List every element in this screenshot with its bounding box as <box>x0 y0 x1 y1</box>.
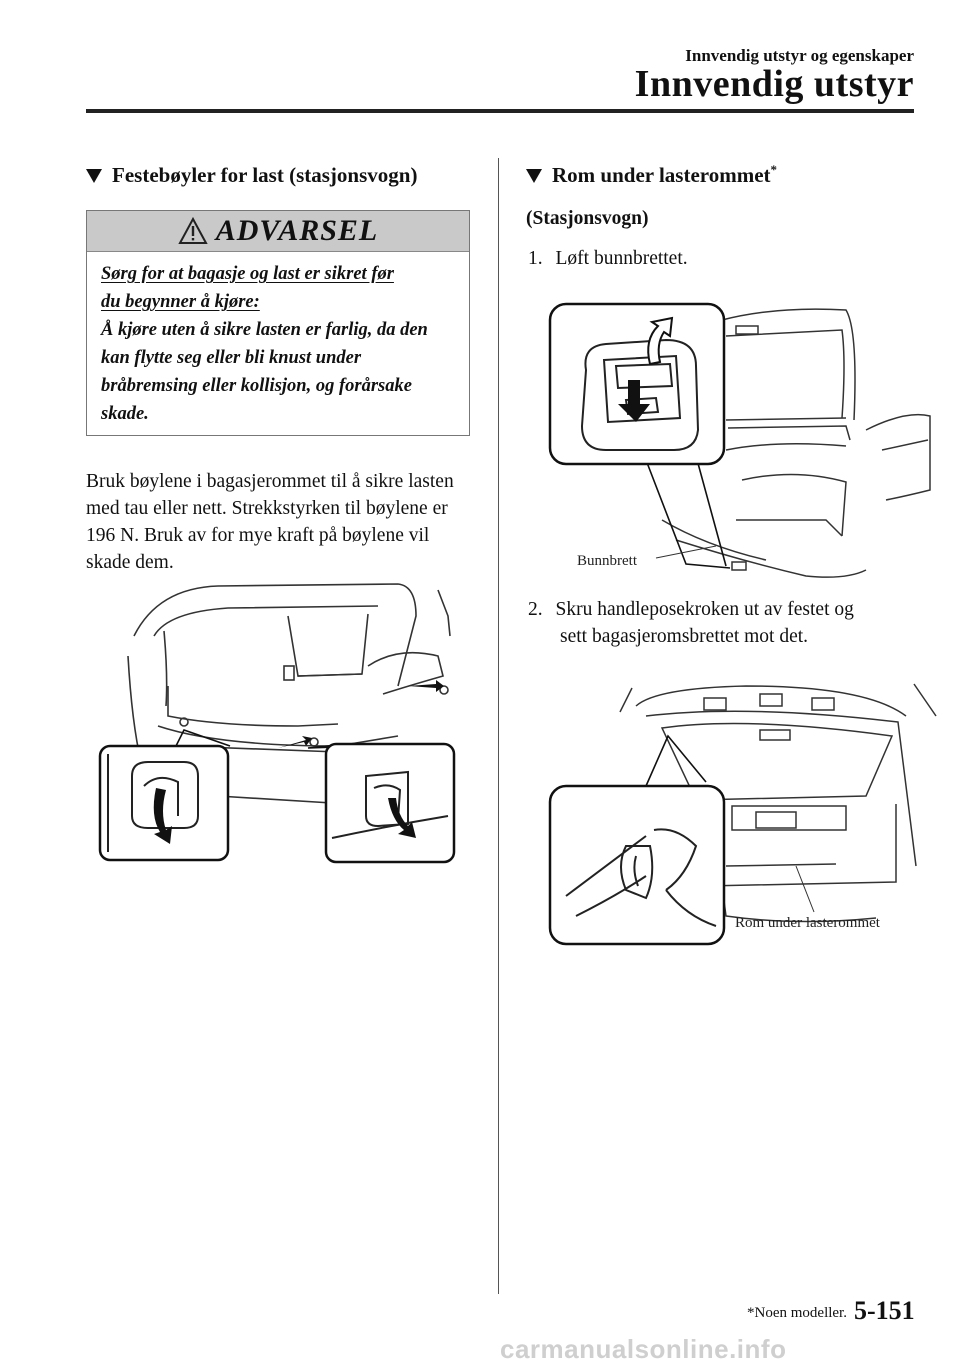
step-2-text-2: sett bagasjeromsbrettet mot det. <box>560 626 809 647</box>
step-2-text-1: Skru handleposekroken ut av festet og <box>555 599 854 620</box>
cargo-floor-compartment-illustration <box>546 676 940 948</box>
figure-2-label: Rom under lasterommet <box>735 915 880 931</box>
right-subtitle: (Stasjonsvogn) <box>526 208 649 229</box>
lift-floor-board-illustration <box>546 300 932 590</box>
warning-label: ADVARSEL <box>215 214 379 247</box>
right-heading-wrap <box>552 163 777 188</box>
warning-header <box>87 211 469 252</box>
right-heading <box>526 163 777 188</box>
footnote-marker: * <box>770 162 778 177</box>
figure-1-label: Bunnbrett <box>577 553 637 569</box>
triangle-bullet-icon <box>526 169 542 183</box>
warning-text: Å kjøre uten å sikre lasten er farlig, da den kan flytte seg eller bli knust under bråbremsing eller kollisjon, og forårsake skade. <box>101 320 428 424</box>
warning-triangle-icon <box>178 217 208 245</box>
left-heading <box>86 163 417 188</box>
column-divider <box>498 158 499 1294</box>
chapter-title: Innvendig utstyr og egenskaper <box>685 46 914 65</box>
footnote: *Noen modeller. <box>747 1305 847 1321</box>
step-2-number: 2. <box>528 599 543 620</box>
page-number: 5-151 <box>854 1296 915 1325</box>
warning-line-1: Sørg for at bagasje og last er sikret før <box>101 264 394 284</box>
step-2 <box>528 596 854 623</box>
header-rule <box>86 109 914 113</box>
left-heading-text: Festebøyler for last (stasjonsvogn) <box>112 163 418 187</box>
left-paragraph: Bruk bøylene i bagasjerommet til å sikre lasten med tau eller nett. Strekkstyrken til bøylene er 196 N. Bruk av for mye kraft på bøylene vil skade dem. <box>86 471 454 573</box>
cargo-hooks-illustration <box>98 576 468 866</box>
step-1-text: Løft bunnbrettet. <box>555 248 688 269</box>
warning-box <box>86 210 470 436</box>
warning-line-2: du begynner å kjøre: <box>101 292 260 312</box>
step-1-number: 1. <box>528 248 543 269</box>
step-1 <box>528 245 688 272</box>
warning-body <box>87 252 469 428</box>
section-title: Innvendig utstyr <box>634 63 914 105</box>
triangle-bullet-icon <box>86 169 102 183</box>
right-heading-text: Rom under lasterommet <box>552 163 771 187</box>
watermark: carmanualsonline.info <box>500 1334 787 1364</box>
